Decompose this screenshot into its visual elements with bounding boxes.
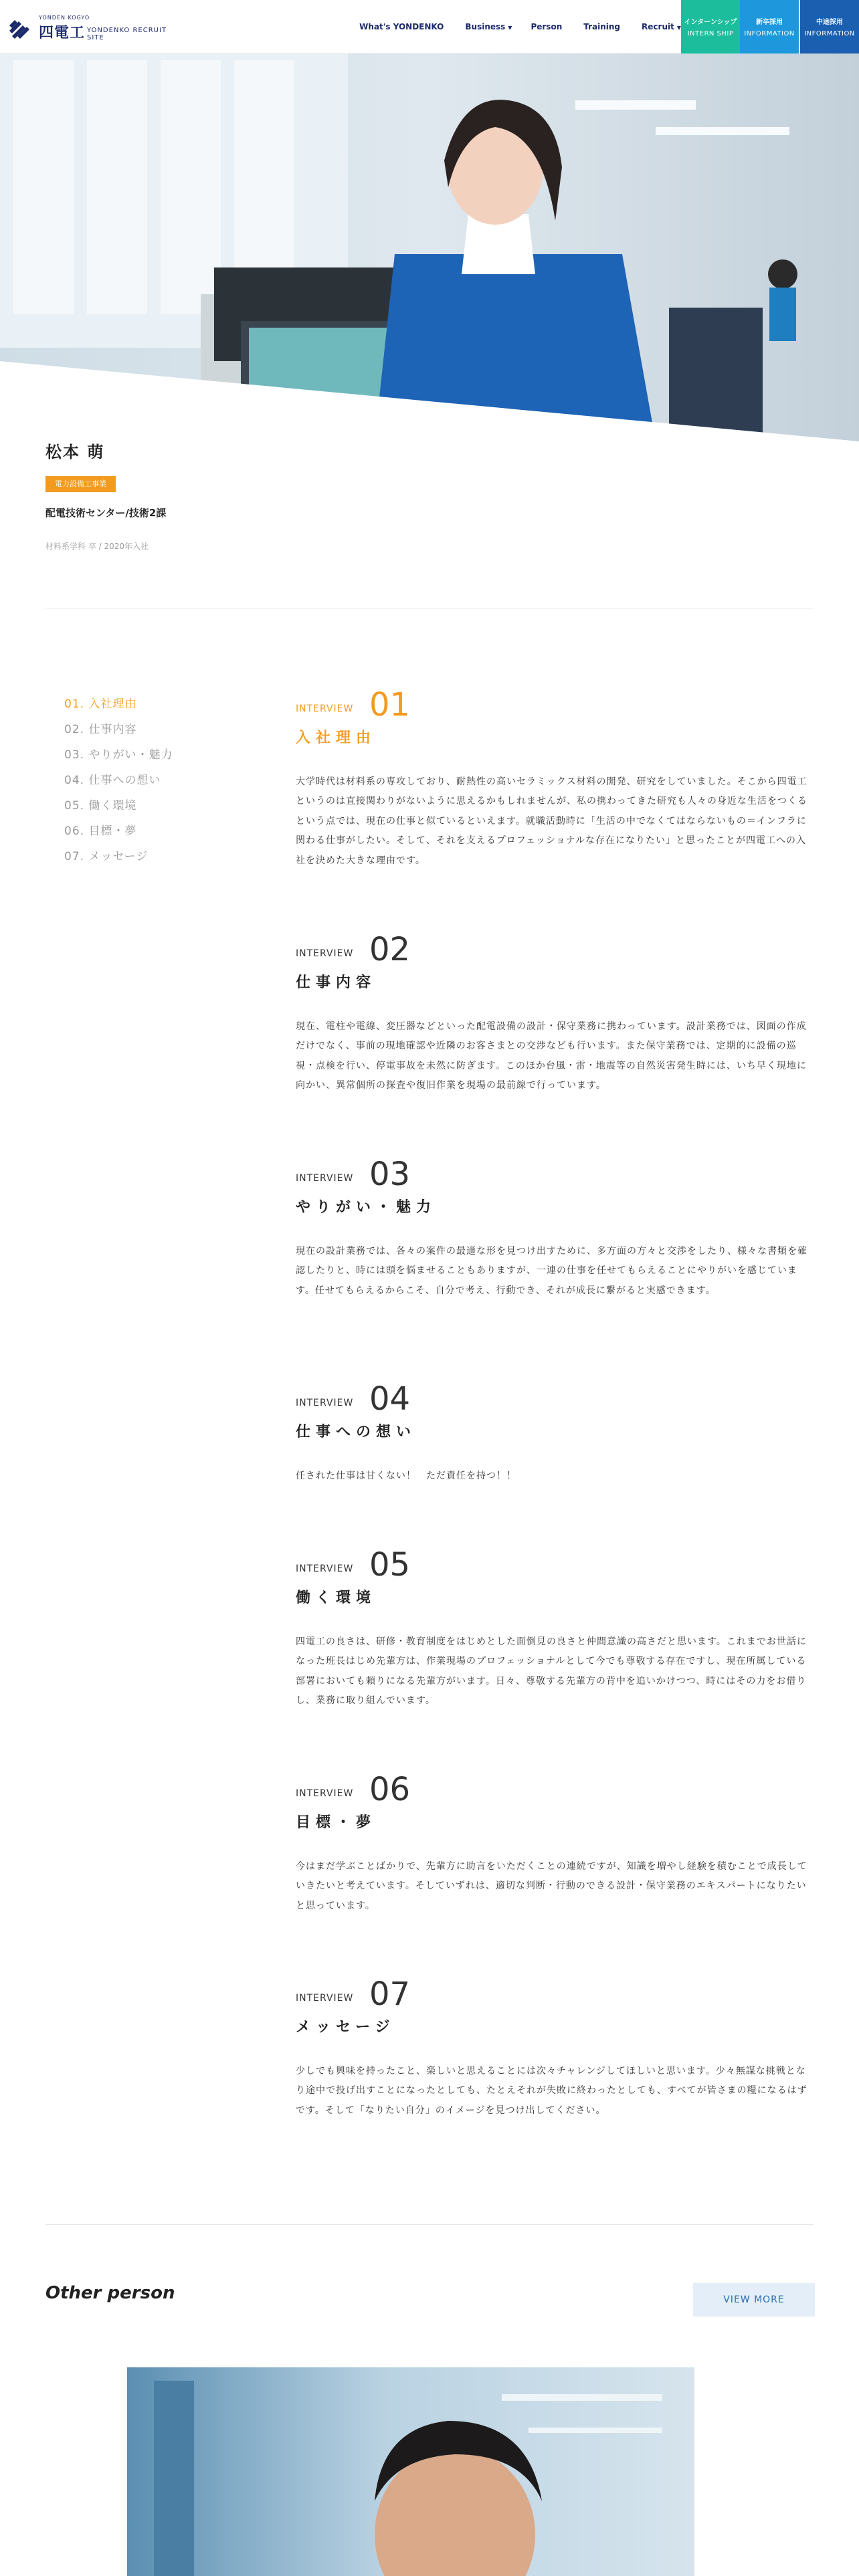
interview-body: 現在、電柱や電線、変圧器などといった配電設備の設計・保守業務に携わっています。設計業務では、図面の作成だけでなく、事前の現地確認や近隣のお客さまとの交渉なども行います。また保守業務では、定期的に設備の巡視・点検を行い、停電事故を未然に防ぎます。このほか台風・雷・地震等の自然災害発生時には、いち早く現地に向かい、異常個所の探査や復旧作業を現場の最前線で行っています。 [296, 1021, 807, 1091]
global-nav [359, 0, 681, 53]
other-person-heading: Other person [45, 2283, 175, 2303]
employee-background: 材料系学科 卒 / 2020年入社 [45, 542, 149, 551]
interview-section-07 [296, 1969, 814, 2121]
chevron-down-icon: ▼ [508, 25, 512, 31]
hero-image [0, 53, 859, 441]
interview-label: INTERVIEW [296, 948, 354, 959]
interview-label: INTERVIEW [296, 1564, 354, 1574]
interview-number: 05 [369, 1546, 411, 1584]
site-logo[interactable] [9, 12, 183, 44]
nav-item-person[interactable]: Person [531, 22, 563, 31]
interview-number: 02 [369, 931, 411, 968]
interview-section-05 [296, 1539, 814, 1711]
interview-number: 01 [369, 686, 411, 724]
interview-toc [64, 694, 173, 872]
interview-section-03 [296, 1149, 814, 1301]
interview-title: 働く環境 [296, 1590, 377, 1606]
interview-number: 04 [369, 1380, 411, 1418]
interview-title: 入社理由 [296, 730, 377, 746]
other-person-photo[interactable] [127, 2367, 694, 2576]
new-graduate-info-button[interactable]: 新卒採用 INFORMATION [740, 0, 799, 53]
nav-item-business[interactable]: Business ▼ [465, 22, 512, 31]
interview-title: メッセージ [296, 2019, 395, 2036]
interview-title: 仕事への想い [296, 1424, 417, 1440]
interview-title: 仕事内容 [296, 974, 377, 991]
divider [45, 2224, 814, 2225]
interview-body: 任された仕事は甘くない！ ただ責任を持つ！！ [296, 1471, 516, 1481]
logo-mark-icon [9, 16, 32, 39]
view-more-button[interactable]: VIEW MORE [693, 2283, 815, 2317]
interview-label: INTERVIEW [296, 1173, 354, 1184]
interview-section-02 [296, 924, 814, 1096]
interview-label: INTERVIEW [296, 1788, 354, 1799]
interview-body: 今はまだ学ぶことばかりで、先輩方に助言をいただくことの連続ですが、知識を増やし経験を積むことで成長していきたいと考えています。そしていずれは、適切な判断・行動のできる設計・保守業務のエキスパートになりたいと思っています。 [296, 1861, 807, 1911]
interview-number: 07 [369, 1975, 411, 2013]
nav-item-recruit[interactable]: Recruit ▼ [642, 22, 681, 31]
interview-body: 大学時代は材料系の専攻しており、耐熱性の高いセラミックス材料の開発、研究をしていました。そこから四電工というのは直接関わりがないように思えるかもしれませんが、私の携わってきた研究も人々の身近な生活をつくるという点では、現在の仕事と似ているといえます。就職活動時に「生活の中でなくてはならないもの＝インフラに関わる仕事がしたい。そして、それを支えるプロフェッショナルな存在になりたい」と思ったことが四電工への入社を決めた大きな理由です。 [296, 776, 807, 866]
employee-department: 配電技術センター/技術2課 [45, 507, 167, 519]
toc-item-03[interactable]: 03. やりがい・魅力 [64, 748, 173, 762]
site-header [0, 0, 859, 53]
logo-name: 四電工 [39, 25, 86, 41]
interview-number: 03 [369, 1156, 411, 1193]
internship-button[interactable]: インターンシップ INTERN SHIP [681, 0, 740, 53]
nav-item-whats-yondenko[interactable]: What's YONDENKO [359, 22, 444, 31]
toc-item-07[interactable]: 07. メッセージ [64, 850, 149, 863]
interview-body: 少しでも興味を持ったこと、楽しいと思えることには次々チャレンジしてほしいと思います。少々無謀な挑戦となり途中で投げ出すことになったとしても、たとえそれが失敗に終わったとしても、すべてが皆さまの糧になるはずです。そして「なりたい自分」のイメージを見つけ出してください。 [296, 2066, 807, 2116]
interview-section-04 [296, 1374, 814, 1486]
interview-number: 06 [369, 1771, 411, 1808]
chevron-down-icon: ▼ [676, 25, 681, 31]
toc-item-04[interactable]: 04. 仕事への想い [64, 774, 161, 787]
logo-small-text: YONDEN KOGYO [39, 15, 90, 21]
toc-item-02[interactable]: 02. 仕事内容 [64, 723, 137, 736]
division-badge: 電力設備工事業 [45, 476, 116, 492]
other-person-image [127, 2367, 694, 2576]
interview-title: 目標・夢 [296, 1814, 377, 1831]
logo-site-name: YONDENKO RECRUIT SITE [87, 27, 167, 41]
toc-item-01[interactable]: 01. 入社理由 [64, 697, 137, 711]
interview-title: やりがい・魅力 [296, 1199, 437, 1216]
interview-body: 現在の設計業務では、各々の案件の最適な形を見つけ出すために、多方面の方々と交渉をしたり、様々な書類を確認したりと、時には頭を悩ませることもありますが、一連の仕事を任せてもらえることにやりがいを感じています。任せてもらえるからこそ、自分で考え、行動でき、それが成長に繋がると実感できます。 [296, 1246, 807, 1296]
hero-photo [0, 53, 859, 441]
mid-career-info-button[interactable]: 中途採用 INFORMATION [800, 0, 859, 53]
employee-name: 松本 萌 [45, 443, 105, 461]
interview-label: INTERVIEW [296, 704, 354, 714]
interview-label: INTERVIEW [296, 1993, 354, 2004]
toc-item-06[interactable]: 06. 目標・夢 [64, 825, 137, 838]
interview-section-06 [296, 1764, 814, 1916]
interview-section-01 [296, 679, 814, 871]
interview-body: 四電工の良さは、研修・教育制度をはじめとした面倒見の良さと仲間意識の高さだと思います。これまでお世話になった班長はじめ先輩方は、作業現場のプロフェッショナルとして今でも尊敬する存在ですし、現在所属している部署においても頼りになる先輩方がいます。日々、尊敬する先輩方の背中を追いかけつつ、時にはその力をお借りし、業務に取り組んでいます。 [296, 1636, 807, 1707]
nav-item-training[interactable]: Training [583, 22, 621, 31]
toc-item-05[interactable]: 05. 働く環境 [64, 799, 137, 813]
interview-label: INTERVIEW [296, 1398, 354, 1408]
